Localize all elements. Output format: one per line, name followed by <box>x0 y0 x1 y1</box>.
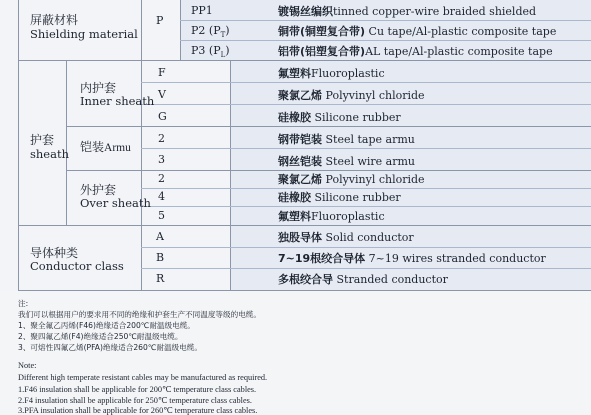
conductor-row-code: A <box>156 230 164 243</box>
grid-line <box>66 60 67 225</box>
grid-line <box>141 0 142 60</box>
grid-line <box>180 40 591 41</box>
notes-cn-line: 1、聚全氟乙丙烯(F46)绝缘适合200℃耐温级电缆。 <box>18 321 195 330</box>
shielding-label-en: Shielding material <box>30 27 138 41</box>
notes-en-line: 1.F46 insulation shall be applicable for 200℃ temperature class cables. <box>18 385 257 394</box>
notes-cn-line: 我们可以根据用户的要求用不同的绝缘和护套生产不同温度等级的电缆。 <box>18 310 261 319</box>
conductor-row-desc: 独股导体 Solid conductor <box>278 231 414 244</box>
inner-row-desc: 聚氯乙烯 Polyvinyl chloride <box>278 89 425 102</box>
outer-row-desc: 聚氯乙烯 Polyvinyl chloride <box>278 173 425 186</box>
notes-en-line: 2.F4 insulation shall be applicable for 250℃ temperature class cables. <box>18 396 252 405</box>
outer-row-code: 2 <box>158 172 165 185</box>
grid-line <box>141 268 591 269</box>
outer-sheath-label-en: Over sheath <box>80 196 151 210</box>
shielding-row-code: PP1 <box>191 4 213 17</box>
conductor-label-en: Conductor class <box>30 259 124 273</box>
armour-row-desc: 钢带铠装 Steel tape armu <box>278 133 415 146</box>
grid-line <box>141 247 591 248</box>
inner-row-desc: 氟塑料Fluoroplastic <box>278 67 385 80</box>
grid-line <box>141 206 591 207</box>
shielding-row-desc: 铜带(铜塑复合带) Cu tape/Al-plastic composite tape <box>278 25 557 38</box>
inner-row-code: G <box>158 110 167 123</box>
inner-row-code: F <box>158 66 166 79</box>
notes-cn-line: 2、聚四氟乙烯(F4)绝缘适合250℃耐温级电缆。 <box>18 332 183 341</box>
sheath-label-cn: 护套 <box>30 133 55 147</box>
notes-en-title: Note: <box>18 361 37 370</box>
notes-cn-title: 注: <box>18 299 29 308</box>
inner-sheath-label-cn: 内护套 <box>80 81 117 95</box>
outer-row-code: 5 <box>158 209 165 222</box>
conductor-row-code: R <box>156 272 165 285</box>
grid-line <box>180 20 591 21</box>
notes-cn-line: 3、可熔性四氟乙烯(PFA)绝缘适合260℃耐温级电缆。 <box>18 343 202 352</box>
grid-line <box>66 126 591 127</box>
grid-line <box>141 148 591 149</box>
grid-line <box>180 0 181 60</box>
grid-line <box>141 104 591 105</box>
shielding-code: P <box>156 14 164 27</box>
notes-en-line: 3.PFA insulation shall be applicable for 260℃ temperature class cables. <box>18 406 258 415</box>
shielding-row-desc: 镀锡丝编织tinned copper-wire braided shielded <box>278 5 537 18</box>
shielding-row-code: P2 $(P_T)$ <box>191 24 230 40</box>
inner-row-code: V <box>158 88 166 101</box>
notes-en-line: Different high temperate resistant cables may be manufactured as required. <box>18 373 268 382</box>
grid-line <box>18 0 19 60</box>
armour-row-code: 3 <box>158 153 165 166</box>
conductor-row-desc: 7~19根绞合导体 7~19 wires stranded conductor <box>278 252 546 265</box>
shielding-row-desc: 铝带(铝塑复合带)AL tape/Al-plastic composite tape <box>278 45 553 58</box>
grid-line <box>230 60 231 291</box>
shielding-label-cn: 屏蔽材料 <box>30 13 79 27</box>
inner-row-desc: 硅橡胶 Silicone rubber <box>278 111 401 124</box>
armour-label: 铠装Armu <box>80 140 131 154</box>
outer-row-desc: 氟塑料Fluoroplastic <box>278 210 385 223</box>
shielding-row-code: P3 $(P_L)$ <box>191 44 230 60</box>
outer-sheath-label-cn: 外护套 <box>80 183 117 197</box>
conductor-row-desc: 多根绞合导 Stranded conductor <box>278 273 448 286</box>
outer-row-desc: 硅橡胶 Silicone rubber <box>278 191 401 204</box>
notes-section <box>0 291 591 414</box>
grid-line <box>18 60 591 61</box>
inner-sheath-label-en: Inner sheath <box>80 94 155 108</box>
sheath-label-en: sheath <box>30 147 69 161</box>
armour-row-desc: 钢丝铠装 Steel wire armu <box>278 155 416 168</box>
outer-row-code: 4 <box>158 190 165 203</box>
grid-line <box>18 225 591 226</box>
conductor-label-cn: 导体种类 <box>30 246 79 260</box>
grid-line <box>18 60 19 291</box>
grid-line <box>141 82 591 83</box>
armour-row-code: 2 <box>158 132 165 145</box>
conductor-row-code: B <box>156 251 165 264</box>
